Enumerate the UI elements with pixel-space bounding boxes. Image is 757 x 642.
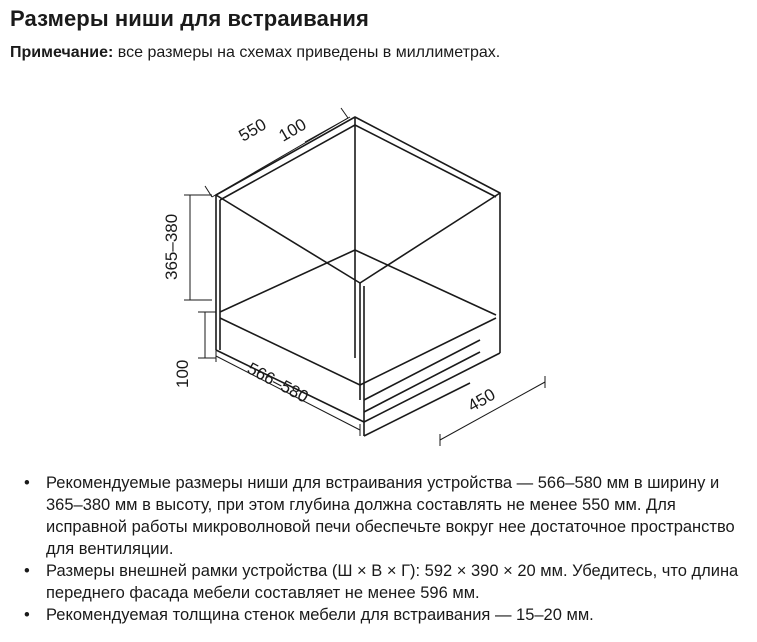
dim-front-depth-label: 450: [464, 384, 499, 416]
note-label: Примечание:: [10, 44, 114, 61]
bullet-list: [22, 472, 747, 626]
dim-height-label: 365–380: [162, 213, 181, 280]
cabinet-top-face: [216, 114, 500, 283]
list-item: • Рекомендуемая толщина стенок мебели для встраивания — 15–20 мм.: [22, 604, 747, 626]
dim-bottom-label: 100: [173, 359, 192, 388]
note: [10, 44, 500, 62]
dim-width-label: 566–580: [244, 358, 312, 407]
dim-depth-label: 550: [235, 114, 270, 146]
list-item: • Рекомендуемые размеры ниши для встраивания устройства — 566–580 мм в ширину и 365–380 мм в высоту, при этом глубина должна составлять не менее 550 мм. Для исправной работы микроволновой печи обеспечьте вокруг нее достаточное пространство для вентиляции.: [22, 472, 747, 560]
list-item: • Размеры внешней рамки устройства (Ш × В × Г): 592 × 390 × 20 мм. Убедитесь, что длина переднего фасада мебели составляет не менее 596 мм.: [22, 560, 747, 604]
niche-dimensions-diagram: [150, 100, 570, 455]
dim-offset-top-label: 100: [275, 114, 310, 146]
dim-line-offset-top: [305, 117, 350, 142]
page-title: Размеры ниши для встраивания: [10, 6, 369, 31]
note-text: все размеры на схемах приведены в миллиметрах.: [113, 44, 501, 61]
